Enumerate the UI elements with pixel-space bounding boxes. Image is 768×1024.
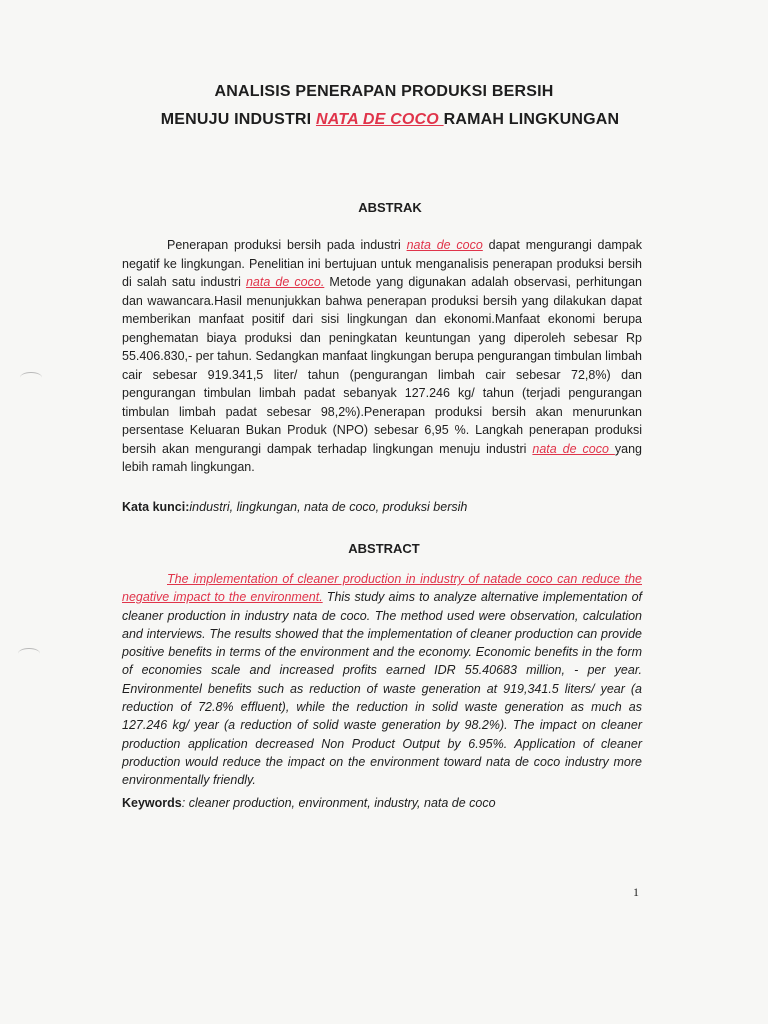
keywords-values: : cleaner production, environment, industry, nata de coco bbox=[181, 796, 496, 810]
abstrak-highlight-2: nata de coco. bbox=[245, 275, 325, 289]
title-highlight: NATA DE COCO bbox=[315, 111, 444, 128]
scan-artifact bbox=[18, 648, 40, 659]
kata-kunci-label: Kata kunci: bbox=[122, 500, 190, 514]
abstrak-text-3: Metode yang digunakan adalah observasi, perhitungan dan wawancara.Hasil menunjukkan bahwa penerapan produksi bersih yang dilakukan dapat memberikan manfaat positif dari sisi lingkungan dan ekonomi.Manfaat ekonomi berupa penghematan biaya produksi dan peningkatan keuntungan yang diperoleh sebesar Rp 55.406.830,- per tahun. Sedangkan manfaat lingkungan berupa pengurangan timbulan limbah cair sebesar 919.341,5 liter/ tahun (pengurangan limbah cair sebesar 72,8%) dan pengurangan timbulan limbah padat sebanyak 127.246 kg/ tahun (terjadi pengurangan timbulan limbah padat sebesar 98,2%).Penerapan produksi bersih akan menurunkan persentase Keluaran Bukan Produk (NPO) sebesar 6,95 %. Langkah penerapan produksi bersih akan mengurangi dampak terhadap lingkungan menuju industri bbox=[122, 275, 642, 456]
keywords-label: Keywords bbox=[122, 796, 182, 810]
abstrak-paragraph bbox=[122, 236, 642, 477]
abstrak-text-4: yang lebih ramah lingkungan. bbox=[122, 441, 642, 474]
abstract-heading: ABSTRACT bbox=[348, 541, 420, 556]
title-line-2-suffix: RAMAH LINGKUNGAN bbox=[443, 111, 620, 128]
abstract-text-1: This study aims to analyze alternative implementation of cleaner production in industry nata de coco. The method used were observation, calculation and interviews. The results showed that the implementation of cleaner production can provide positive benefits in terms of the environment and the economy. Economic benefits in the form of economies scale and increased profits earned IDR 55.40683 million, - per year. Environmentel benefits such as reduction of waste generation at 919,341.5 liters/ year (a reduction of 72.8% effluent), while the reduction in solid waste generation as much as 127.246 kg/ year (a reduction of solid waste generation by 98.2%). The impact on cleaner production application decreased Non Product Output by 6.95%. Application of cleaner production would reduce the impact on the environment toward nata de coco industry more environmentally friendly. bbox=[122, 590, 642, 788]
abstract-highlight-1: The implementation of cleaner production in industry of natade coco can reduce the negative impact to the environment. bbox=[122, 572, 642, 605]
title-line-2 bbox=[6, 111, 768, 129]
abstrak-heading: ABSTRAK bbox=[358, 200, 422, 215]
kata-kunci bbox=[122, 500, 467, 514]
scan-artifact bbox=[20, 372, 42, 383]
abstrak-highlight-1: nata de coco bbox=[406, 238, 483, 252]
abstrak-highlight-3: nata de coco bbox=[532, 441, 615, 456]
keywords bbox=[122, 796, 496, 810]
abstrak-text-2: dapat mengurangi dampak negatif ke lingkungan. Penelitian ini bertujuan untuk menganalisis penerapan produksi bersih di salah satu industri bbox=[122, 238, 642, 289]
title-line-1: ANALISIS PENERAPAN PRODUKSI BERSIH bbox=[214, 83, 554, 100]
title-line-2-prefix: MENUJU INDUSTRI bbox=[160, 111, 316, 128]
abstrak-text-1: Penerapan produksi bersih pada industri bbox=[167, 238, 407, 252]
kata-kunci-values: industri, lingkungan, nata de coco, produksi bersih bbox=[189, 500, 468, 514]
page-number: 1 bbox=[633, 885, 639, 899]
abstract-paragraph bbox=[122, 570, 642, 790]
